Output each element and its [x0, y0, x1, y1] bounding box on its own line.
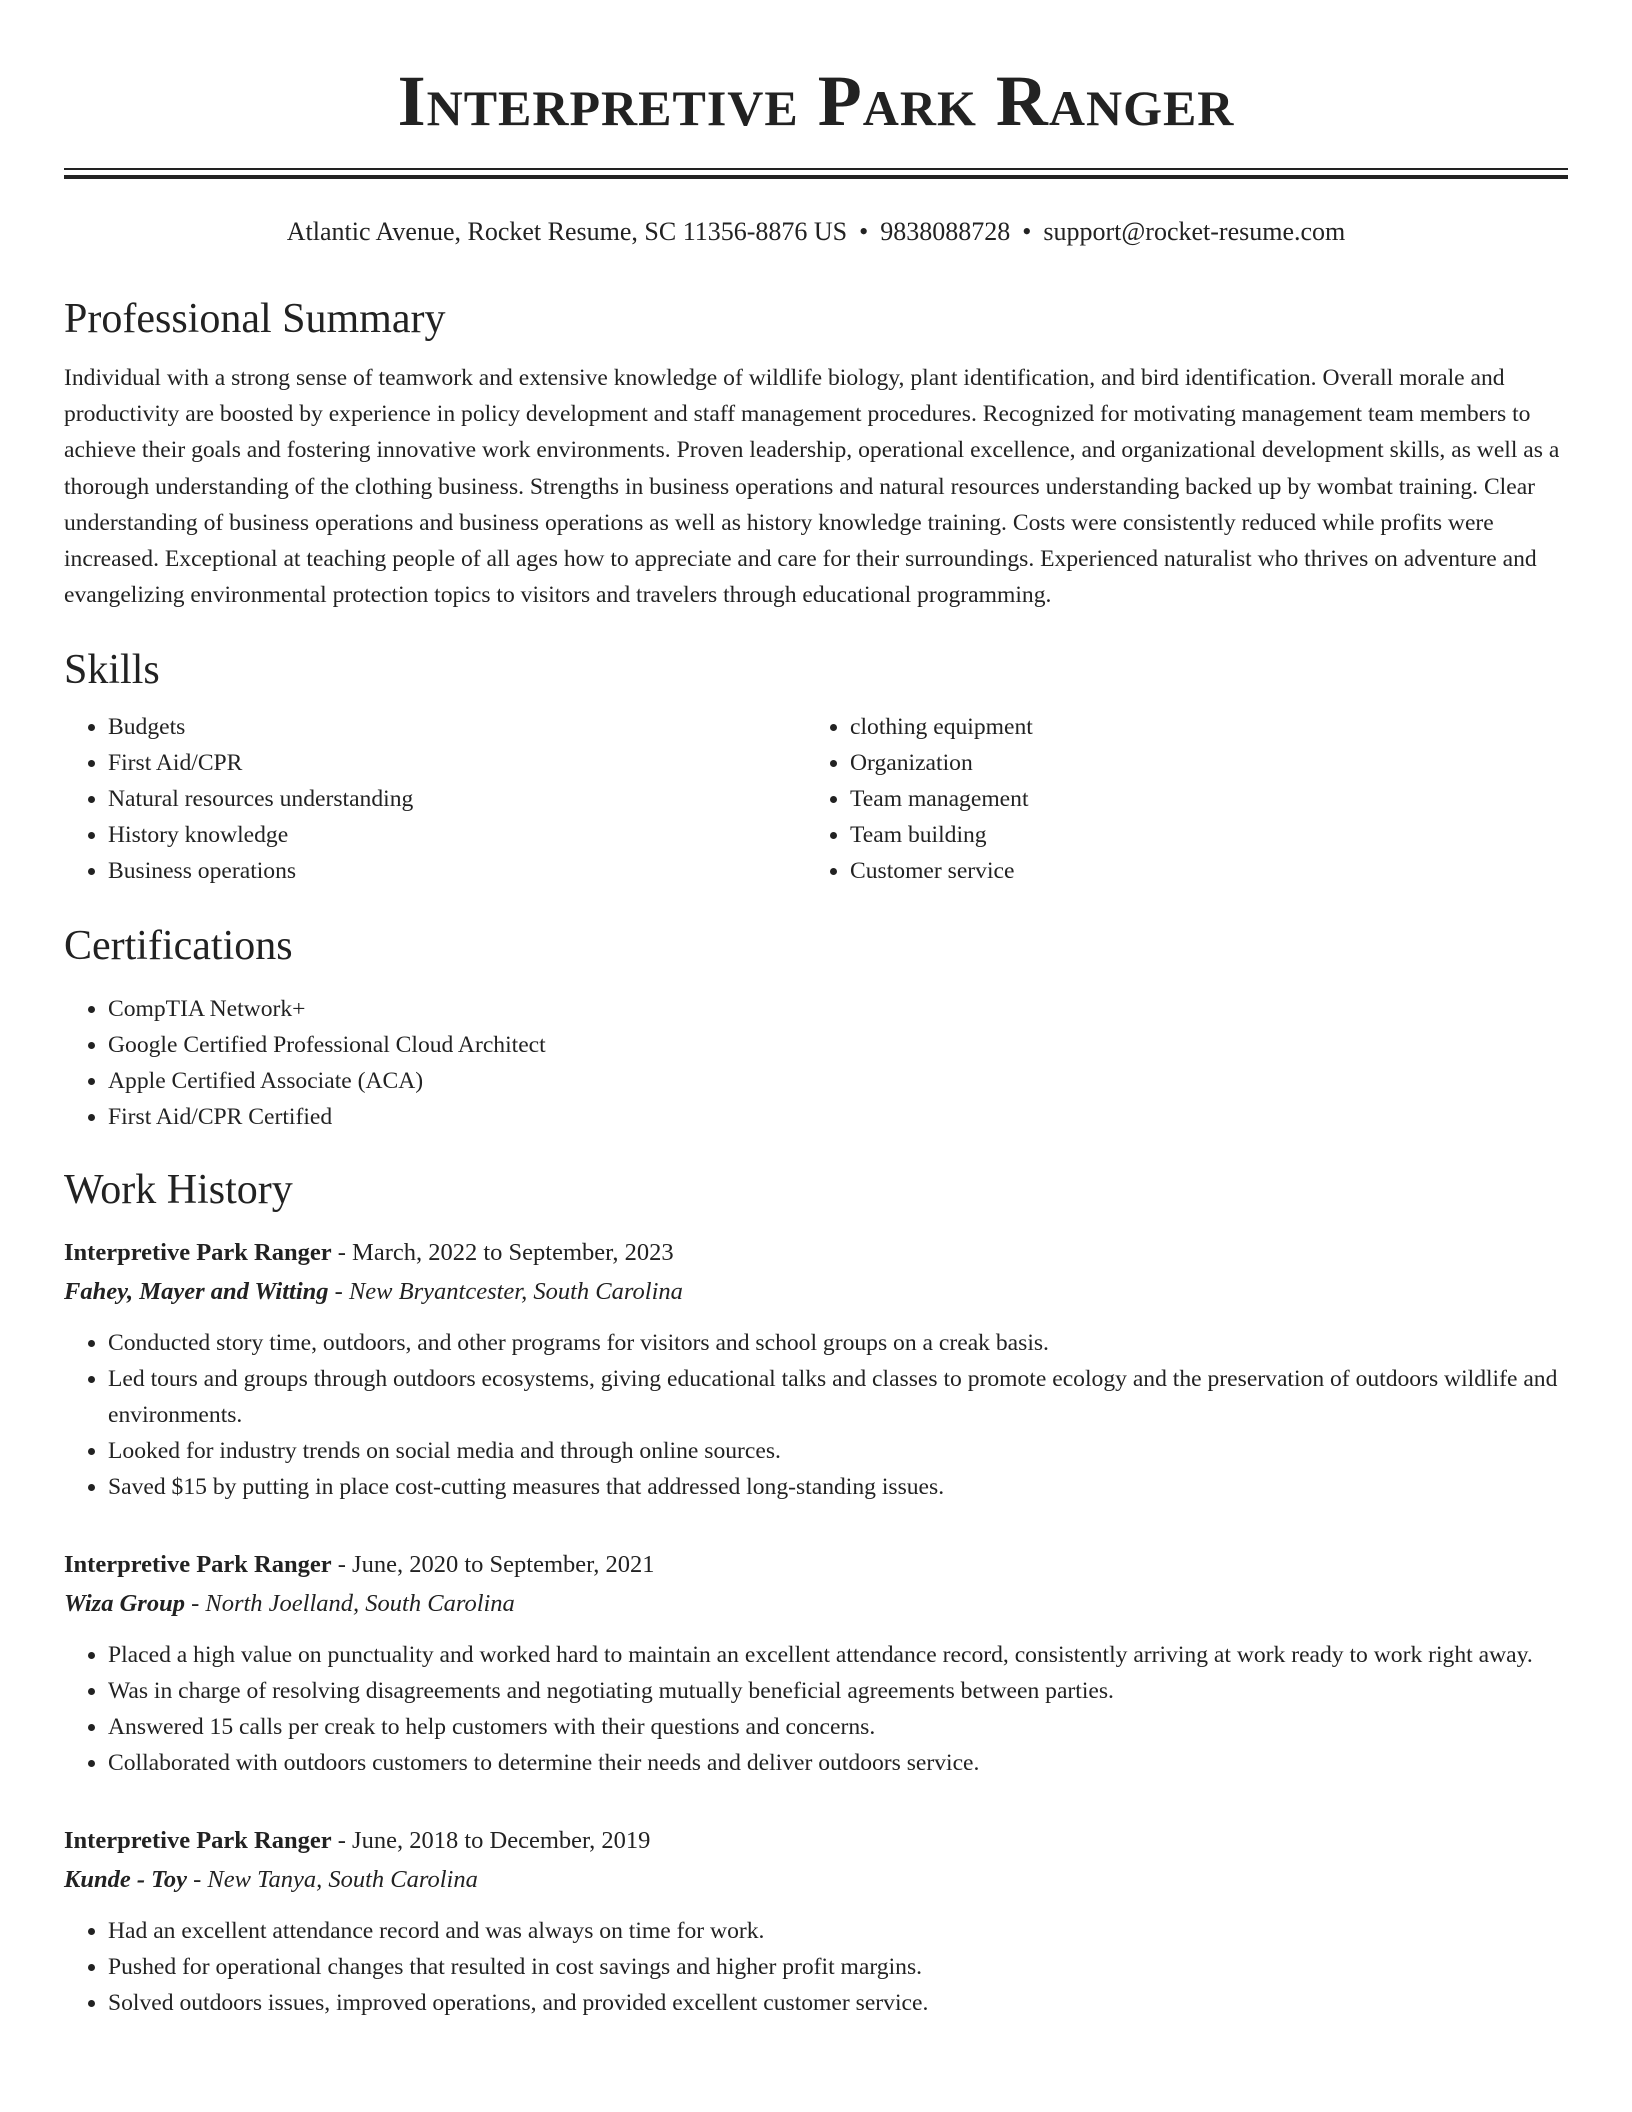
skill-item: • Team management	[850, 781, 1548, 817]
skill-item: • Customer service	[850, 853, 1548, 889]
skill-item: • Natural resources understanding	[108, 781, 806, 817]
job-company: Fahey, Mayer and Witting	[64, 1278, 329, 1306]
job-bullet: • Had an excellent attendance record and was always on time for work.	[108, 1913, 1568, 1949]
job-company: Kunde - Toy	[64, 1866, 187, 1894]
job-bullet: • Looked for industry trends on social media and through online sources.	[108, 1433, 1568, 1469]
skills-grid	[64, 709, 1568, 889]
certifications-section	[64, 917, 1568, 1135]
job-dash: -	[331, 1827, 353, 1855]
job-bullet: • Collaborated with outdoors customers to determine their needs and deliver outdoors service.	[108, 1745, 1568, 1781]
job-bullet: • Placed a high value on punctuality and worked hard to maintain an excellent attendance record, consistently arriving at work ready to work right away.	[108, 1637, 1568, 1673]
certifications-list	[64, 991, 1568, 1135]
job-bullet: • Was in charge of resolving disagreements and negotiating mutually beneficial agreements between parties.	[108, 1673, 1568, 1709]
summary-text: Individual with a strong sense of teamwork and extensive knowledge of wildlife biology, plant identification, and bird identification. Overall morale and productivity are boosted by experience in policy development and staff management procedures. Recognized for motivating management team members to achieve their goals and fostering innovative work environments. Proven leadership, operational excellence, and organizational development skills, as well as a thorough understanding of the clothing business. Strengths in business operations and natural resources understanding backed up by wombat training. Clear understanding of business operations and business operations as well as history knowledge training. Costs were consistently reduced while profits were increased. Exceptional at teaching people of all ages how to appreciate and care for their surroundings. Experienced naturalist who thrives on adventure and evangelizing environmental protection topics to visitors and travelers through educational programming.	[64, 365, 1560, 609]
job-employer	[64, 1860, 1568, 1899]
resume-title: Interpretive Park Ranger	[397, 61, 1235, 141]
job-location: New Bryantcester, South Carolina	[348, 1278, 683, 1306]
header-divider-thick	[64, 175, 1568, 179]
certification-item: • CompTIA Network+	[108, 991, 1568, 1027]
skill-item: • History knowledge	[108, 817, 806, 853]
certification-item: • Google Certified Professional Cloud Architect	[108, 1027, 1568, 1063]
job-bullet: • Saved $15 by putting in place cost-cutting measures that addressed long-standing issues.	[108, 1469, 1568, 1505]
job-entry	[64, 1821, 1568, 2021]
job-bullet: • Pushed for operational changes that resulted in cost savings and higher profit margins.	[108, 1949, 1568, 1985]
work-history-heading: Work History	[64, 1167, 293, 1214]
contact-line	[0, 214, 1632, 250]
job-employer	[64, 1272, 1568, 1311]
job-role: Interpretive Park Ranger	[64, 1827, 332, 1855]
job-header	[64, 1545, 1568, 1584]
job-dash: -	[331, 1551, 353, 1579]
header-divider-thin	[64, 168, 1568, 170]
contact-address: Atlantic Avenue, Rocket Resume, SC 11356-8876 US	[286, 217, 848, 246]
skill-item: • Team building	[850, 817, 1548, 853]
job-header	[64, 1821, 1568, 1860]
skill-item: • Business operations	[108, 853, 806, 889]
job-dash: -	[331, 1239, 353, 1267]
job-header	[64, 1233, 1568, 1272]
job-bullet: • Conducted story time, outdoors, and other programs for visitors and school groups on a creak basis.	[108, 1325, 1568, 1361]
contact-phone: 9838088728	[880, 217, 1011, 246]
skill-item: • Budgets	[108, 709, 806, 745]
summary-heading: Professional Summary	[64, 296, 446, 342]
job-bullets	[64, 1913, 1568, 2021]
job-bullets	[64, 1637, 1568, 1781]
job-dash: -	[328, 1278, 349, 1306]
job-role: Interpretive Park Ranger	[64, 1239, 332, 1267]
job-entry	[64, 1233, 1568, 1505]
resume-content	[64, 290, 1568, 2021]
skill-item: • First Aid/CPR	[108, 745, 806, 781]
job-bullet: • Led tours and groups through outdoors ecosystems, giving educational talks and classes to promote ecology and the preservation of outdoors wildlife and environments.	[108, 1361, 1568, 1433]
job-dates: March, 2022 to September, 2023	[352, 1239, 674, 1267]
skills-list-left	[64, 709, 806, 889]
job-dates: June, 2020 to September, 2021	[352, 1551, 655, 1579]
job-location: New Tanya, South Carolina	[207, 1866, 478, 1894]
certification-item: • First Aid/CPR Certified	[108, 1099, 1568, 1135]
skills-heading: Skills	[64, 647, 160, 694]
skills-list-right	[806, 709, 1548, 889]
job-employer	[64, 1584, 1568, 1623]
work-history-section	[64, 1161, 1568, 2021]
summary-section	[64, 290, 1568, 613]
contact-email: support@rocket-resume.com	[1043, 217, 1346, 246]
skills-section	[64, 641, 1568, 889]
contact-separator: •	[1022, 217, 1032, 246]
job-entry	[64, 1545, 1568, 1781]
skill-item: • clothing equipment	[850, 709, 1548, 745]
contact-separator: •	[859, 217, 869, 246]
certification-item: • Apple Certified Associate (ACA)	[108, 1063, 1568, 1099]
certifications-heading: Certifications	[64, 923, 293, 970]
job-bullet: • Solved outdoors issues, improved operations, and provided excellent customer service.	[108, 1985, 1568, 2021]
job-dash: -	[184, 1590, 206, 1618]
job-dash: -	[186, 1866, 208, 1894]
job-role: Interpretive Park Ranger	[64, 1551, 332, 1579]
job-dates: June, 2018 to December, 2019	[352, 1827, 651, 1855]
job-location: North Joelland, South Carolina	[205, 1590, 515, 1618]
skill-item: • Organization	[850, 745, 1548, 781]
job-bullet: • Answered 15 calls per creak to help customers with their questions and concerns.	[108, 1709, 1568, 1745]
job-bullets	[64, 1325, 1568, 1505]
job-company: Wiza Group	[64, 1590, 185, 1618]
